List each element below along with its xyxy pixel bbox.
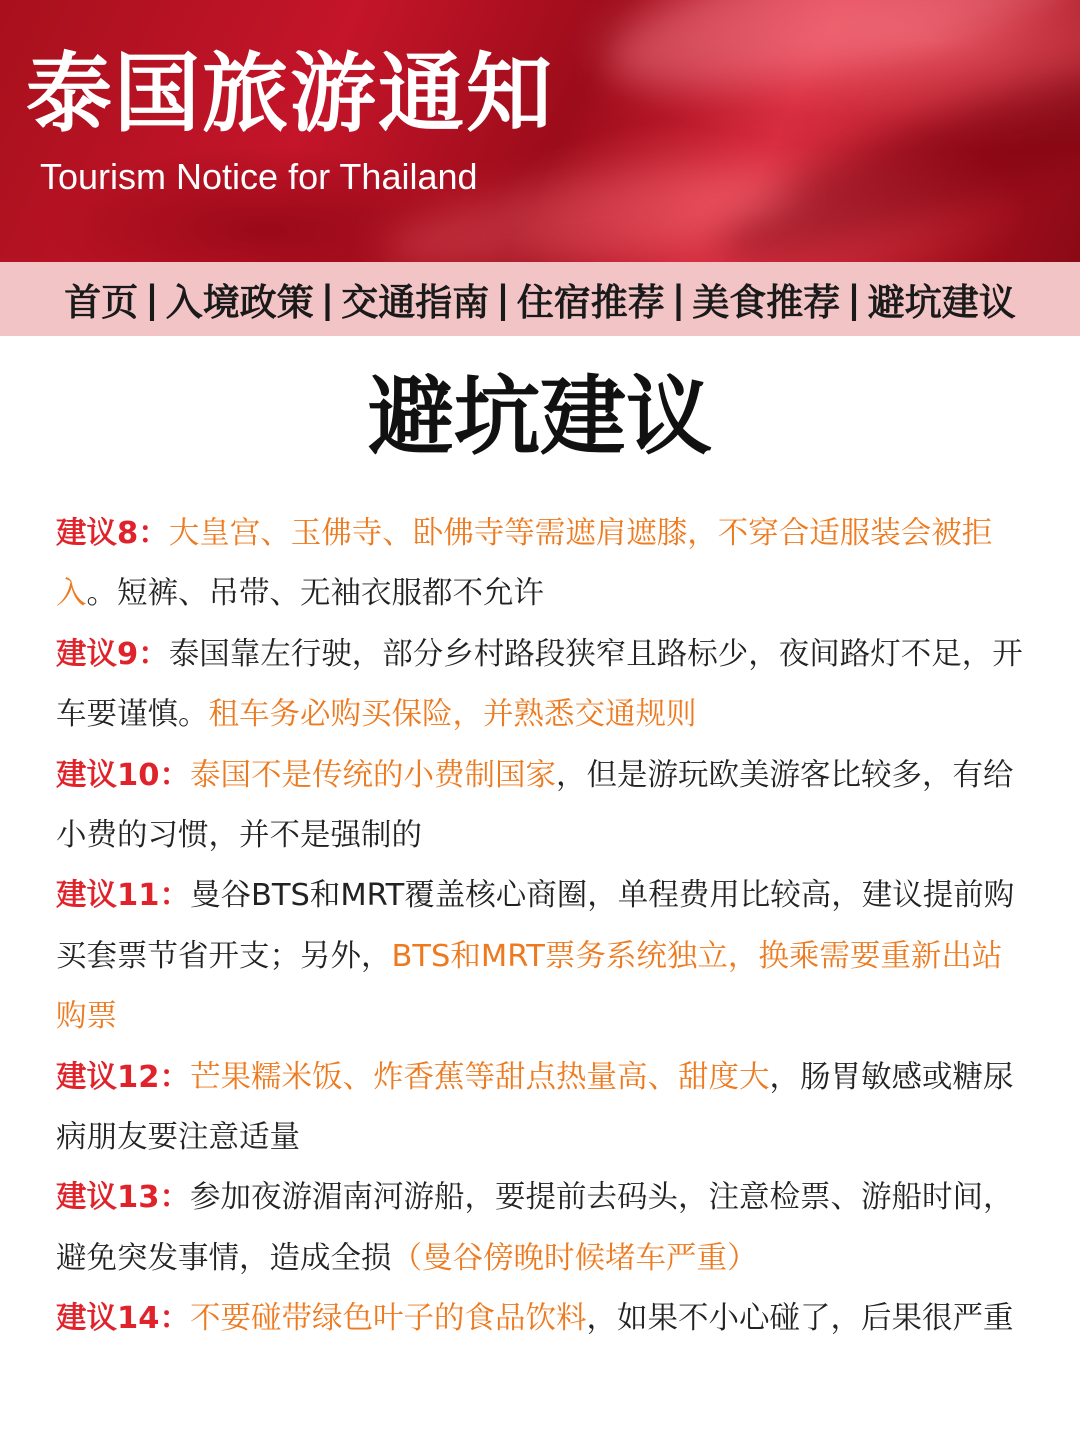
header-title: 泰国旅游通知 <box>26 44 554 144</box>
nav-separator: | <box>320 277 335 321</box>
tip-label: 建议11： <box>56 878 190 914</box>
nav-item-entry-policy[interactable]: 入境政策 <box>165 281 314 324</box>
tip-item <box>56 1289 1028 1349</box>
tip-label: 建议8： <box>56 516 169 551</box>
tip-highlight: 租车务必购买保险，并熟悉交通规则 <box>208 697 697 733</box>
nav-separator: | <box>671 277 686 321</box>
tip-text: 曼谷BTS和MRT覆盖核心商圈，单程费用比较高，建议提前购买套票节省开支；另外， <box>56 878 1015 974</box>
tip-highlight: 芒果糯米饭、炸香蕉等甜点热量高、甜度大 <box>189 1059 770 1095</box>
header-subtitle: Tourism Notice for Thailand <box>40 156 478 197</box>
tip-text: ，如果不小心碰了，后果很严重 <box>586 1301 1014 1337</box>
nav-item-tips[interactable]: 避坑建议 <box>867 281 1016 324</box>
tip-text: ，但是游玩欧美游客比较多，有给小费的习惯，并不是强制的 <box>56 757 1014 854</box>
nav-bar <box>0 262 1080 336</box>
nav-separator: | <box>847 277 861 321</box>
tip-item <box>56 746 1028 867</box>
header-banner <box>0 0 1080 262</box>
tip-highlight: 泰国不是传统的小费制国家 <box>189 757 556 793</box>
tip-text: 参加夜游湄南河游船，要提前去码头，注意检票、游船时间，避免突发事情，造成全损 <box>56 1180 1014 1276</box>
page-title: 避坑建议 <box>368 367 712 467</box>
tip-text: ，肠胃敏感或糖尿病朋友要注意适量 <box>56 1059 1014 1156</box>
nav-item-food[interactable]: 美食推荐 <box>692 281 841 324</box>
tip-item <box>56 504 1028 625</box>
nav-item-accommodation[interactable]: 住宿推荐 <box>516 281 665 324</box>
tip-highlight: 大皇宫、玉佛寺、卧佛寺等需遮肩遮膝，不穿合适服装会被拒入 <box>56 516 993 612</box>
tip-label: 建议14： <box>56 1301 190 1337</box>
tip-item <box>56 1168 1028 1289</box>
tip-label: 建议12： <box>56 1059 190 1095</box>
tip-item <box>56 1048 1028 1169</box>
nav-item-home[interactable]: 首页 <box>64 281 139 324</box>
tip-label: 建议9： <box>56 636 169 672</box>
tip-label: 建议13： <box>56 1180 190 1216</box>
tip-highlight: 不要碰带绿色叶子的食品饮料 <box>189 1301 587 1337</box>
nav-separator: | <box>145 277 159 321</box>
nav-separator: | <box>496 277 510 321</box>
tip-highlight: （曼谷傍晚时候堵车严重） <box>391 1240 758 1276</box>
nav-item-transport-guide[interactable]: 交通指南 <box>341 281 490 324</box>
tip-text: 。短裤、吊带、无袖衣服都不允许 <box>86 576 544 612</box>
tip-highlight: BTS和MRT票务系统独立，换乘需要重新出站购票 <box>56 938 1003 1035</box>
tip-text: 泰国靠左行驶，部分乡村路段狭窄且路标少，夜间路灯不足，开车要谨慎。 <box>56 636 1023 733</box>
tip-item <box>56 625 1028 746</box>
tip-label: 建议10： <box>56 757 190 793</box>
tip-item <box>56 866 1028 1047</box>
tips-list <box>56 504 1028 1350</box>
